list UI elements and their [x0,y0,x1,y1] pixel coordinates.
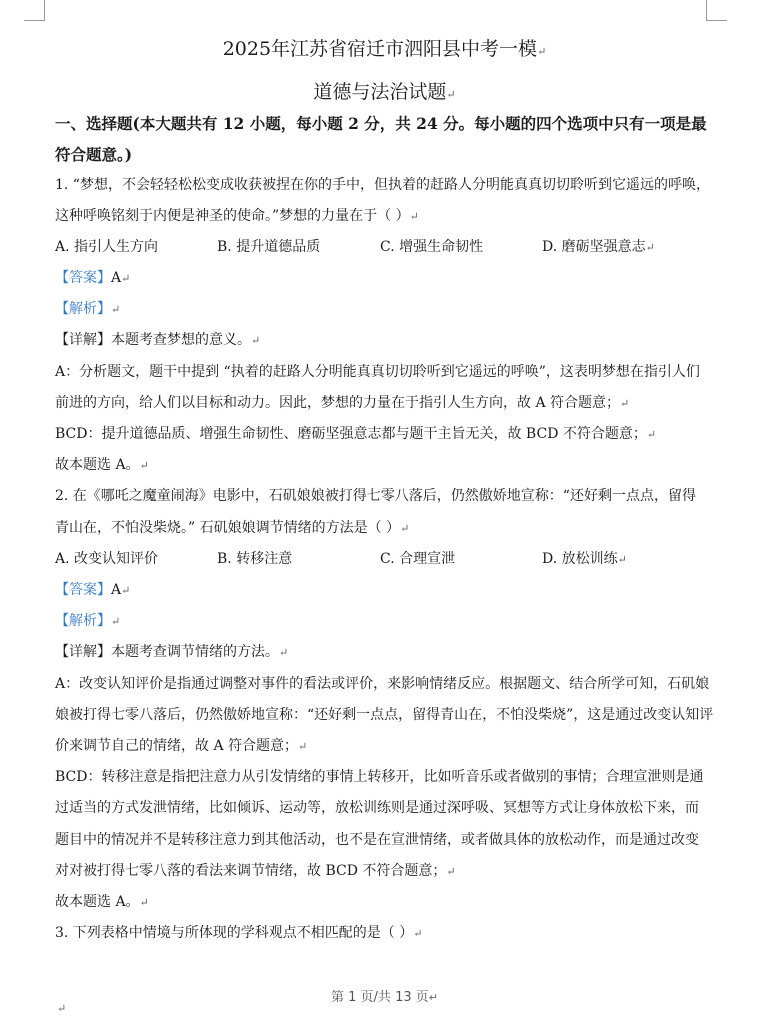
q1-detail: 【详解】本题考查梦想的意义。↵ [55,332,261,348]
crop-mark-top-left-v [44,0,45,20]
q2-option-a: A. 改变认知评价 [55,551,159,567]
q2-para-2-line-3: 题目中的情况并不是转移注意力到其他活动，也不是在宣泄情绪，或者做具体的放松动作，而是通过改变 [55,832,699,848]
q3-stem: 3. 下列表格中情境与所体现的学科观点不相匹配的是（ ）↵ [55,925,423,941]
q1-option-b: B. 提升道德品质 [217,239,321,255]
page-title: 2025年江苏省宿迁市泗阳县中考一模↵ [222,38,547,60]
q2-conclusion: 故本题选 A。↵ [55,894,149,910]
q1-analysis: 【解析】↵ [55,301,121,317]
q2-para-2-line-2: 过适当的方式发泄情绪，比如倾诉、运动等，放松训练则是通过深呼吸、冥想等方式让身体放松下来，而 [55,800,699,816]
section-heading: 一、选择题(本大题共有 12 小题，每小题 2 分，共 24 分。每小题的四个选项中只有一项是最符合题意。) [55,114,707,164]
q1-answer: 【答案】A↵ [55,270,131,286]
q2-detail: 【详解】本题考查调节情绪的方法。↵ [55,644,289,660]
q2-option-c: C. 合理宣泄 [380,551,456,567]
q1-stem-line-1: 1. “梦想，不会轻轻松松变成收获被捏在你的手中，但执着的赶路人分明能真真切切聆听到它遥远的呼唤， [55,177,710,193]
paragraph-mark: ↵ [57,1002,67,1015]
q1-para-1-line-1: A：分析题文，题干中提到 “执着的赶路人分明能真真切切聆听到它遥远的呼唤”，这表明梦想在指引人们 [55,364,700,380]
q2-answer: 【答案】A↵ [55,582,131,598]
q2-analysis: 【解析】↵ [55,613,121,629]
q1-stem-line-2: 这种呼唤铭刻于内便是神圣的使命。”梦想的力量在于（ ）↵ [55,208,419,224]
page-subtitle: 道德与法治试题↵ [313,81,456,103]
q1-para-1-line-2: 前进的方向，给人们以目标和动力。因此，梦想的力量在于指引人生方向，故 A 符合题意；↵ [55,395,630,411]
q2-para-1-line-1: A：改变认知评价是指通过调整对事件的看法或评价，来影响情绪反应。根据题文、结合所学可知，石矶娘 [55,676,710,692]
q1-option-c: C. 增强生命韧性 [380,239,484,255]
q2-stem-line-2: 青山在，不怕没柴烧。” 石矶娘娘调节情绪的方法是（ ）↵ [55,520,410,536]
q1-option-a: A. 指引人生方向 [55,239,159,255]
q2-para-2-line-4: 对对被打得七零八落的看法来调节情绪，故 BCD 不符合题意；↵ [55,863,456,879]
q2-option-b: B. 转移注意 [217,551,293,567]
q2-para-2-line-1: BCD：转移注意是指把注意力从引发情绪的事情上转移开，比如听音乐或者做别的事情；合理宣泄则是通 [55,769,704,785]
q1-conclusion: 故本题选 A。↵ [55,457,149,473]
crop-mark-top-right-h [706,20,727,21]
q1-para-2: BCD：提升道德品质、增强生命韧性、磨砺坚强意志都与题干主旨无关，故 BCD 不符合题意；↵ [55,426,657,442]
page-footer: 第 1 页/共 13 页↵ [331,990,438,1005]
crop-mark-top-right-v [706,0,707,20]
q2-stem-line-1: 2. 在《哪吒之魔童闹海》电影中，石矶娘娘被打得七零八落后，仍然傲娇地宣称：“还好剩一点点，留得 [55,488,696,504]
q2-option-d: D. 放松训练↵ [542,551,627,567]
q2-para-1-line-2: 娘被打得七零八落后，仍然傲娇地宣称：“还好剩一点点，留得青山在，不怕没柴烧”，这是通过改变认知评 [55,707,714,723]
q1-option-d: D. 磨砺坚强意志↵ [542,239,655,255]
q2-para-1-line-3: 价来调节自己的情绪，故 A 符合题意；↵ [55,738,308,754]
crop-mark-top-left-h [24,20,45,21]
